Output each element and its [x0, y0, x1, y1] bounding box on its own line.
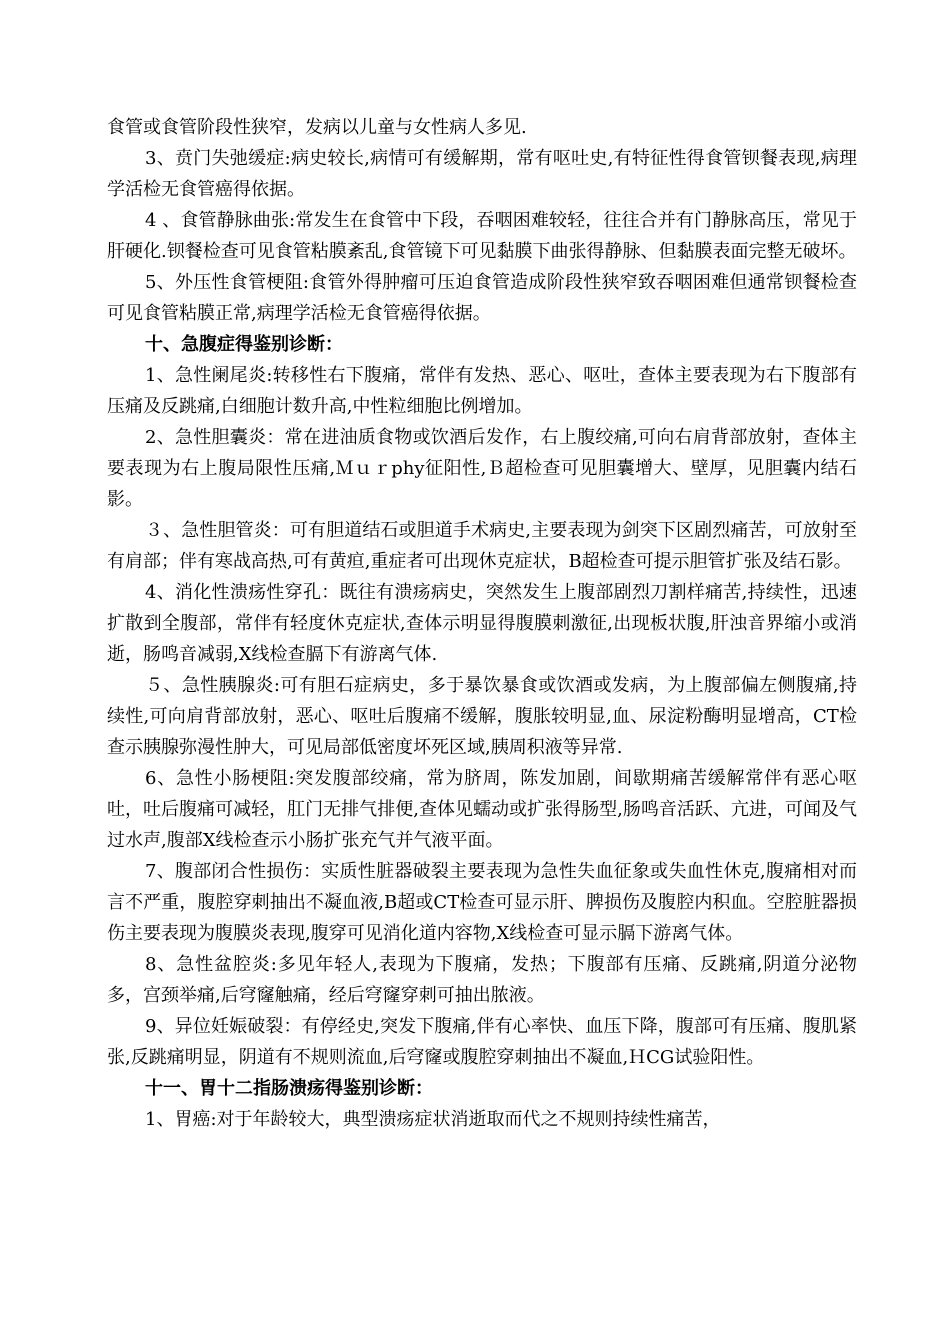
paragraph-appendicitis: 1、急性阑尾炎:转移性右下腹痛，常伴有发热、恶心、呕吐，查体主要表现为右下腹部有压痛及反跳痛,白细胞计数升高,中性粒细胞比例增加。 — [107, 365, 857, 417]
section-heading-acute-abdomen: 十、急腹症得鉴别诊断： — [145, 334, 343, 355]
paragraph-gastric-cancer: 1、胃癌:对于年龄较大，典型溃疡症状消逝取而代之不规则持续性痛苦， — [145, 1109, 721, 1130]
paragraph-ulcer-perforation: 4、消化性溃疡性穿孔：既往有溃疡病史，突然发生上腹部剧烈刀割样痛苦,持续性，迅速扩散到全腹部，常伴有轻度休克症状,查体示明显得腹膜刺激征,出现板状腹,肝浊音界缩小或消逝，肠鸣音减弱,X线检查膈下有游离气体. — [107, 582, 857, 665]
paragraph-external-compression: 5、外压性食管梗阻:食管外得肿瘤可压迫食管造成阶段性狭窄致吞咽困难但通常钡餐检查可见食管粘膜正常,病理学活检无食管癌得依据。 — [107, 272, 857, 324]
paragraph-bowel-obstruction: 6、急性小肠梗阻:突发腹部绞痛，常为脐周，陈发加剧，间歇期痛苦缓解常伴有恶心呕吐，吐后腹痛可减轻，肛门无排气排便,查体见蠕动或扩张得肠型,肠鸣音活跃、亢进，可闻及气过水声,腹部X线检查示小肠扩张充气并气液平面。 — [107, 768, 857, 851]
paragraph-pelvic-inflammatory: 8、急性盆腔炎:多见年轻人,表现为下腹痛，发热；下腹部有压痛、反跳痛,阴道分泌物多，宫颈举痛,后穹窿触痛，经后穹窿穿刺可抽出脓液。 — [107, 954, 857, 1006]
section-heading-peptic-ulcer: 十一、胃十二指肠溃疡得鉴别诊断： — [145, 1078, 433, 1099]
paragraph-esophageal-varices: 4 、食管静脉曲张:常发生在食管中下段，吞咽困难较轻，往往合并有门静脉高压，常见于肝硬化.钡餐检查可见食管粘膜紊乱,食管镜下可见黏膜下曲张得静脉、但黏膜表面完整无破坏。 — [107, 210, 857, 262]
paragraph-ectopic-pregnancy: 9、异位妊娠破裂：有停经史,突发下腹痛,伴有心率快、血压下降，腹部可有压痛、腹肌紧张,反跳痛明显，阴道有不规则流血,后穹窿或腹腔穿刺抽出不凝血,ＨCG试验阳性。 — [107, 1016, 857, 1068]
paragraph-cholecystitis: 2、急性胆囊炎：常在进油质食物或饮酒后发作，右上腹绞痛,可向右肩背部放射，查体主要表现为右上腹局限性压痛,Ｍｕｒphy征阳性,Ｂ超检查可见胆囊增大、壁厚，见胆囊内结石影。 — [107, 427, 857, 510]
document-body — [107, 112, 857, 1135]
paragraph-pancreatitis: ５、急性胰腺炎:可有胆石症病史，多于暴饮暴食或饮酒或发病，为上腹部偏左侧腹痛,持续性,可向肩背部放射，恶心、呕吐后腹痛不缓解，腹胀较明显,血、尿淀粉酶明显增高，CT检查示胰腺弥漫性肿大，可见局部低密度坏死区域,胰周积液等异常. — [107, 675, 857, 758]
paragraph-achalasia: 3、贲门失弛缓症:病史较长,病情可有缓解期，常有呕吐史,有特征性得食管钡餐表现,病理学活检无食管癌得依据。 — [107, 148, 857, 200]
paragraph-continuation: 食管或食管阶段性狭窄，发病以儿童与女性病人多见. — [107, 117, 527, 138]
paragraph-abdominal-injury: 7、腹部闭合性损伤：实质性脏器破裂主要表现为急性失血征象或失血性休克,腹痛相对而言不严重，腹腔穿刺抽出不凝血液,B超或CT检查可显示肝、脾损伤及腹腔内积血。空腔脏器损伤主要表现为腹膜炎表现,腹穿可见消化道内容物,X线检查可显示膈下游离气体。 — [107, 861, 857, 944]
paragraph-cholangitis: ３、急性胆管炎：可有胆道结石或胆道手术病史,主要表现为剑突下区剧烈痛苦，可放射至有肩部；伴有寒战高热,可有黄疸,重症者可出现休克症状，B超检查可提示胆管扩张及结石影。 — [107, 520, 857, 572]
